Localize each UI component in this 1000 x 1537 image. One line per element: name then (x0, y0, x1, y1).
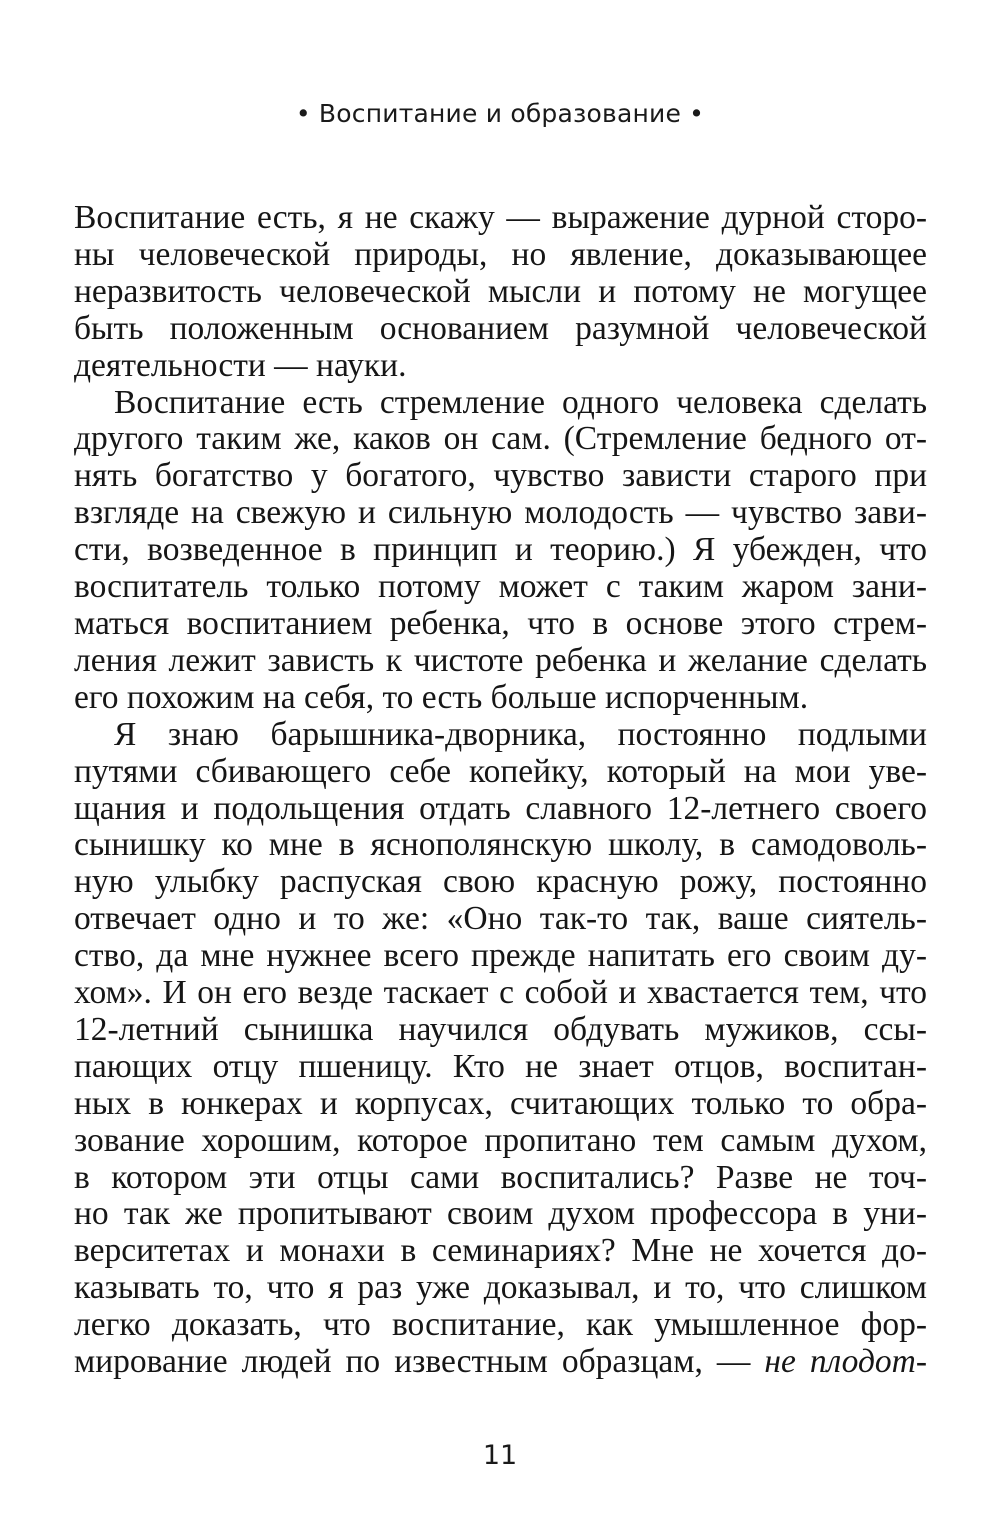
text-line: нять богатство у богатого, чувство зависти старого при (74, 457, 927, 495)
text-line: его похожим на себя, то есть больше испорченным. (74, 678, 809, 716)
text-line: сынишку ко мне в яснополянскую школу, в самодоволь- (74, 826, 927, 864)
text-line: в котором эти отцы сами воспитались? Разве не точ- (74, 1158, 927, 1196)
paragraph-2 (74, 385, 927, 717)
text-line: быть положенным основанием разумной человеческой (74, 309, 927, 347)
body-text (74, 200, 927, 1381)
text-line: взгляде на свежую и сильную молодость — чувство зави- (74, 494, 927, 532)
text-line: казывать то, что я раз уже доказывал, и то, что слишком (74, 1269, 927, 1307)
text-line: ную улыбку распуская свою красную рожу, постоянно (74, 863, 927, 901)
text-line: пающих отцу пшеницу. Кто не знает отцов, воспитан- (74, 1047, 927, 1085)
text-line: ных в юнкерах и корпусах, считающих только то обра- (74, 1084, 927, 1122)
running-head: • Воспитание и образование • (295, 99, 705, 128)
paragraph-1 (74, 200, 927, 385)
text-line: зование хорошим, которое пропитано тем самым духом, (74, 1121, 927, 1159)
text-line: отвечает одно и то же: «Оно так-то так, ваше сиятель- (74, 900, 927, 938)
text-line: Воспитание есть, я не скажу — выражение дурной сторо- (74, 199, 927, 236)
text-line: верситетах и монахи в семинариях? Мне не хочется до- (74, 1232, 927, 1270)
italic-emphasis: не плодот- (764, 1343, 928, 1381)
text-line: ны человеческой природы, но явление, доказывающее (74, 235, 927, 273)
text-line: 12-летний сынишка научился обдувать мужиков, ссы- (74, 1010, 927, 1048)
text-line: неразвитость человеческой мысли и потому не могущее (74, 272, 927, 310)
text-line: ления лежит зависть к чистоте ребенка и желание сделать (74, 641, 927, 679)
text-line: щания и подольщения отдать славного 12-летнего своего (74, 789, 927, 827)
text-line: путями сбивающего себе копейку, который на мои уве- (74, 752, 927, 790)
text-line: Я знаю барышника-дворника, постоянно подлыми (114, 715, 927, 753)
text-line: Воспитание есть стремление одного человека сделать (114, 383, 927, 421)
text-line-final (74, 1344, 927, 1381)
text-line: ство, да мне нужнее всего прежде напитать его своим ду- (74, 937, 927, 975)
text-line: другого таким же, каков он сам. (Стремление бедного от- (74, 420, 927, 458)
page-number: 11 (482, 1440, 518, 1471)
text-line: но так же пропитывают своим духом профессора в уни- (74, 1195, 927, 1233)
paragraph-3 (74, 717, 927, 1381)
text-line: хом». И он его везде таскает с собой и хвастается тем, что (74, 974, 927, 1012)
text-line: маться воспитанием ребенка, что в основе этого стрем- (74, 604, 927, 642)
text-line: воспитатель только потому может с таким жаром зани- (74, 568, 927, 606)
text-line-final-roman: мирование людей по известным образцам, — (74, 1343, 751, 1381)
text-line: сти, возведенное в принцип и теорию.) Я убежден, что (74, 531, 927, 569)
text-line: деятельности — науки. (74, 346, 407, 384)
text-line: легко доказать, что воспитание, как умышленное фор- (74, 1306, 927, 1344)
